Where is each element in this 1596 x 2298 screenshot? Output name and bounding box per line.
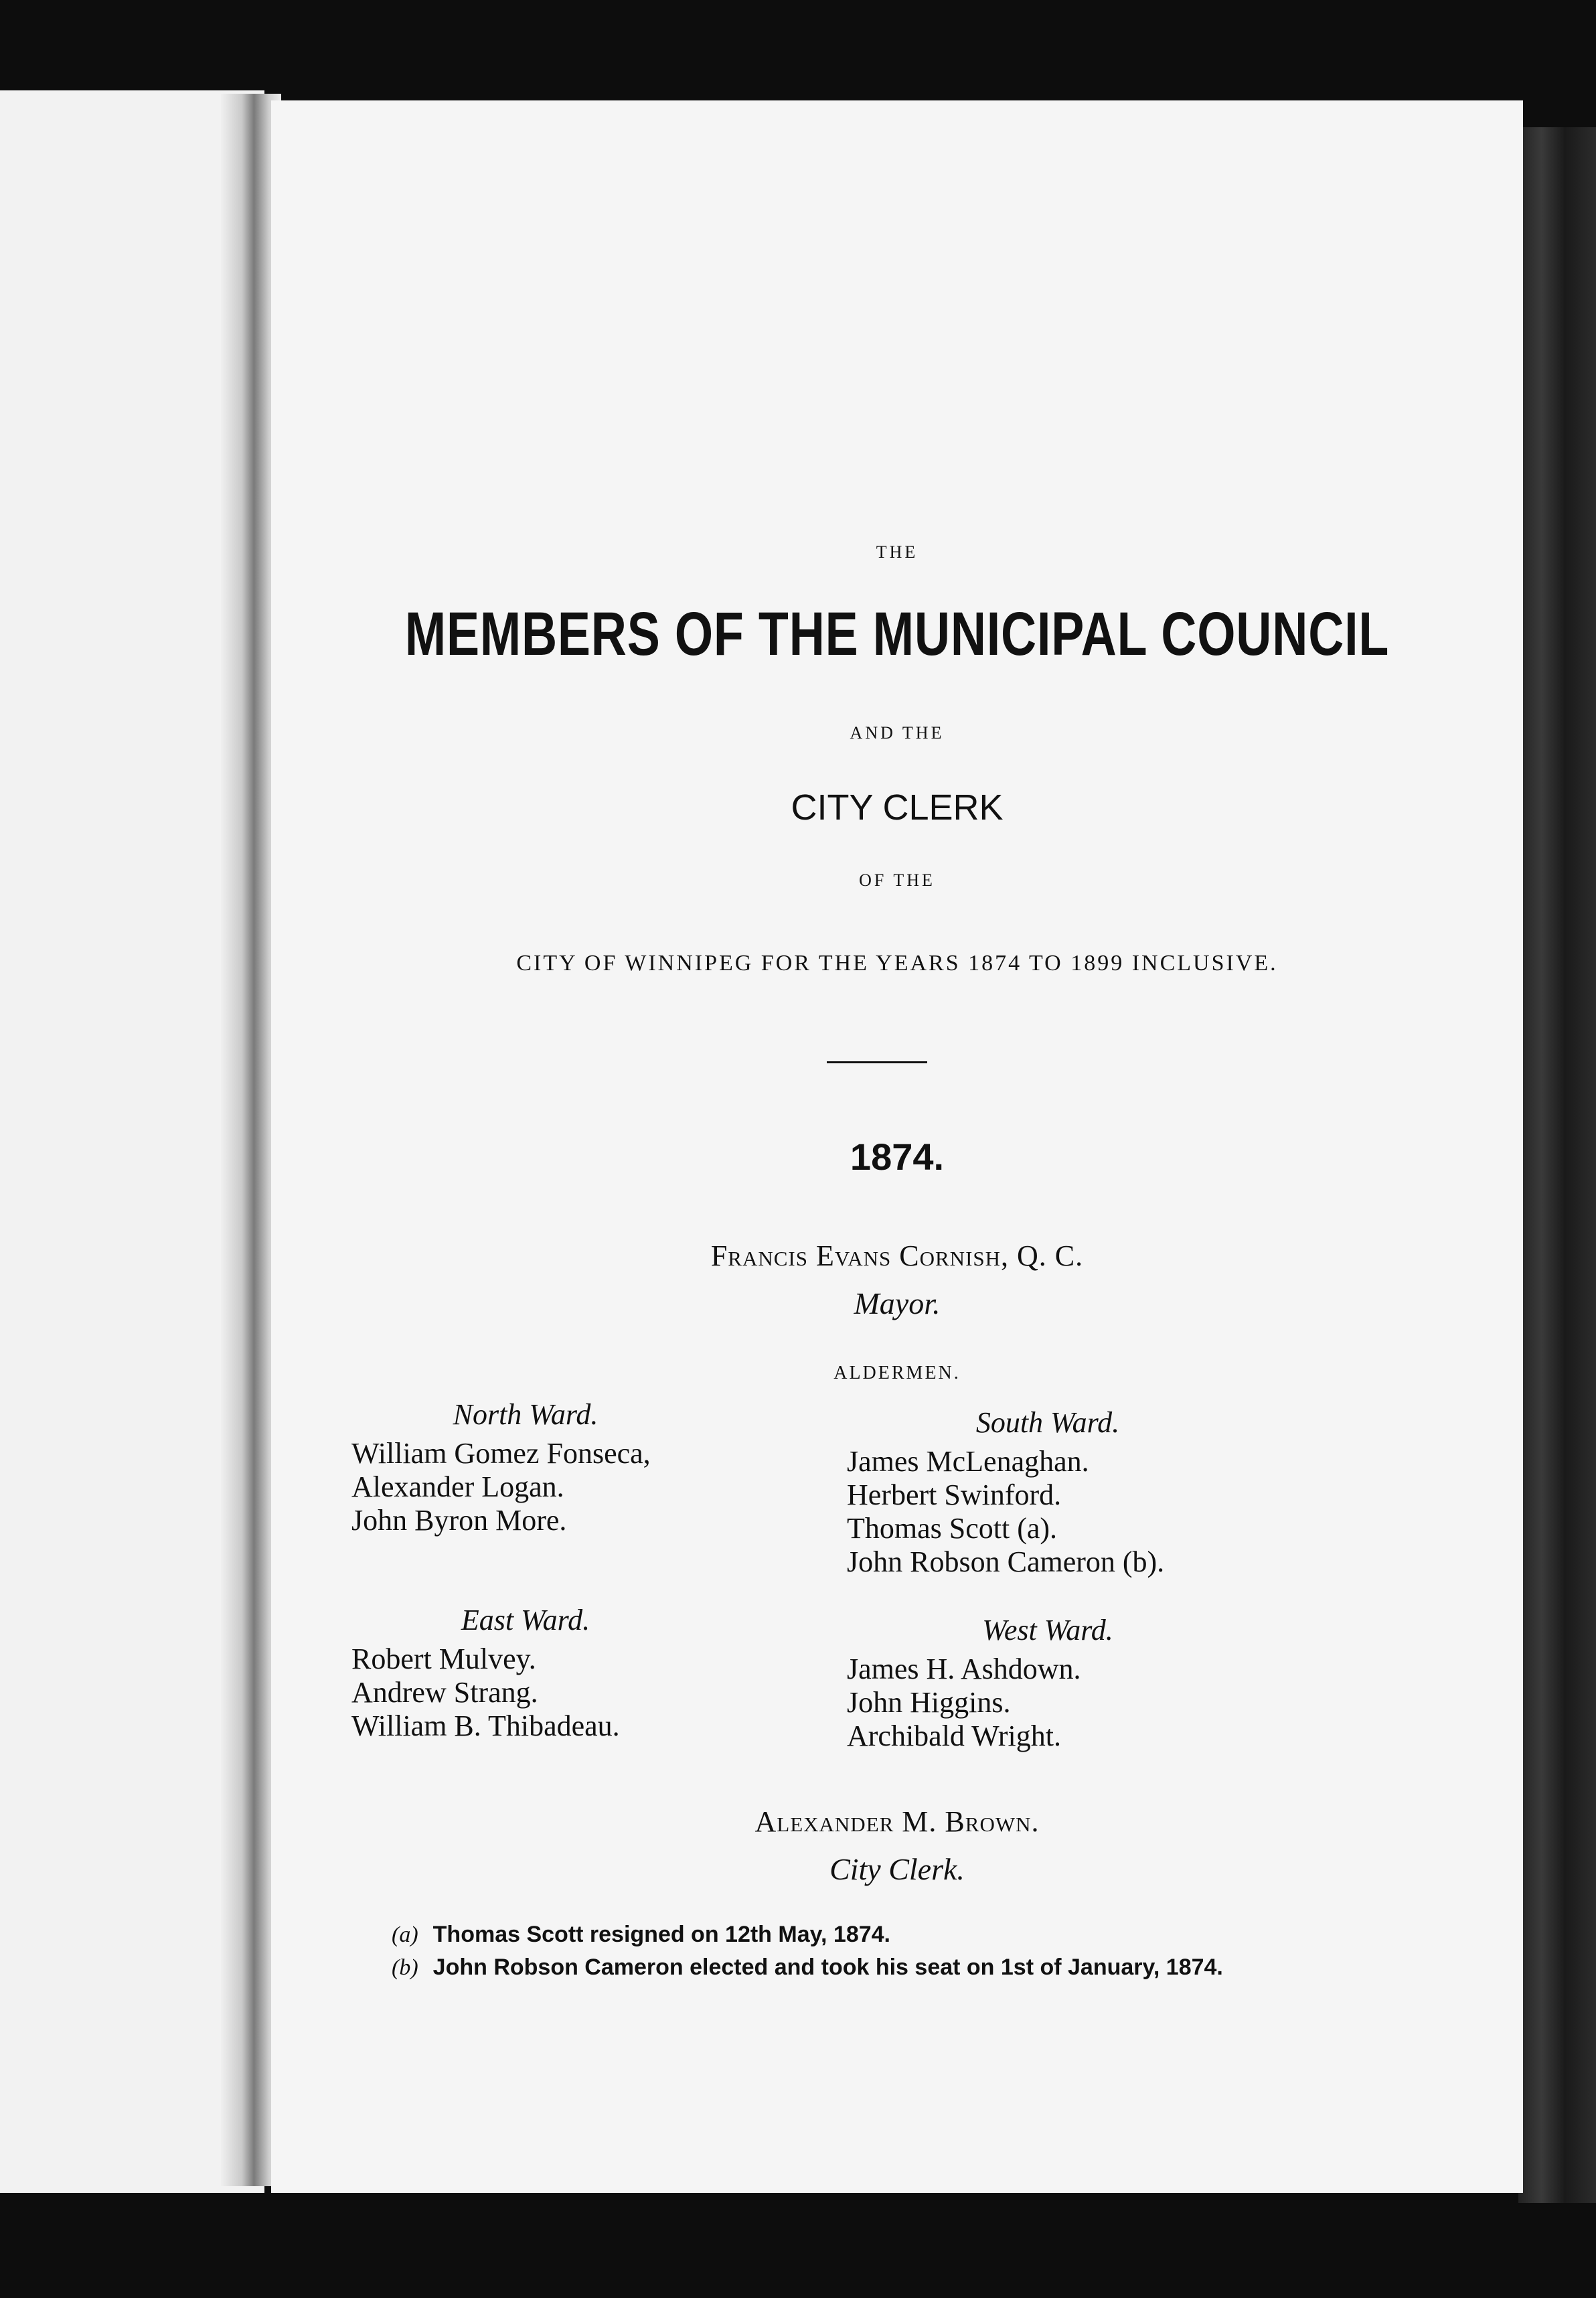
city-clerk-role: City Clerk. bbox=[829, 1852, 965, 1886]
city-clerk-name: Alexander M. Brown. bbox=[754, 1805, 1040, 1838]
page-edges bbox=[1518, 127, 1596, 2203]
ward-title: West Ward. bbox=[982, 1614, 1113, 1646]
ward-title: East Ward. bbox=[461, 1604, 590, 1636]
document-page bbox=[271, 100, 1523, 2193]
alderman-name: Herbert Swinford. bbox=[847, 1478, 1062, 1511]
heading-and-the: AND THE bbox=[850, 723, 945, 743]
alderman-name: Thomas Scott (a). bbox=[847, 1512, 1058, 1545]
ward-north bbox=[351, 1398, 700, 1537]
alderman-name: Archibald Wright. bbox=[847, 1719, 1062, 1752]
ward-south bbox=[847, 1406, 1235, 1579]
alderman-name: Andrew Strang. bbox=[351, 1676, 538, 1709]
alderman-name: Robert Mulvey. bbox=[351, 1642, 536, 1675]
footnote-mark: (b) bbox=[392, 1955, 418, 1980]
alderman-name: John Higgins. bbox=[847, 1686, 1011, 1719]
alderman-name: John Byron More. bbox=[351, 1504, 567, 1537]
mayor-role: Mayor. bbox=[854, 1286, 941, 1320]
footnote-text: Thomas Scott resigned on 12th May, 1874. bbox=[432, 1922, 890, 1947]
alderman-name: John Robson Cameron (b). bbox=[847, 1545, 1165, 1578]
footnote-mark: (a) bbox=[392, 1922, 418, 1947]
heading-of-the: OF THE bbox=[859, 870, 935, 890]
ward-title: South Ward. bbox=[975, 1406, 1120, 1439]
alderman-name: James McLenaghan. bbox=[847, 1445, 1089, 1478]
aldermen-label: ALDERMEN. bbox=[833, 1363, 961, 1383]
ward-west bbox=[847, 1614, 1235, 1753]
year-heading: 1874. bbox=[850, 1136, 945, 1178]
page-title: MEMBERS OF THE MUNICIPAL COUNCIL bbox=[404, 600, 1390, 668]
footnote-text: John Robson Cameron elected and took his seat on 1st of January, 1874. bbox=[432, 1955, 1223, 1980]
ward-east bbox=[351, 1604, 700, 1743]
ward-title: North Ward. bbox=[453, 1398, 598, 1431]
alderman-name: Alexander Logan. bbox=[351, 1470, 564, 1503]
alderman-name: James H. Ashdown. bbox=[847, 1653, 1081, 1685]
divider-rule bbox=[827, 1061, 927, 1063]
footnote bbox=[392, 1918, 1223, 1951]
alderman-name: William Gomez Fonseca, bbox=[351, 1437, 651, 1470]
heading-the: THE bbox=[876, 542, 919, 562]
page-subtitle: CITY CLERK bbox=[791, 787, 1004, 828]
mayor-name: Francis Evans Cornish, Q. C. bbox=[710, 1239, 1084, 1272]
footnote bbox=[392, 1951, 1223, 1984]
footnotes bbox=[392, 1918, 1223, 1984]
years-line: CITY OF WINNIPEG FOR THE YEARS 1874 TO 1899 INCLUSIVE. bbox=[516, 951, 1278, 976]
alderman-name: William B. Thibadeau. bbox=[351, 1709, 620, 1742]
